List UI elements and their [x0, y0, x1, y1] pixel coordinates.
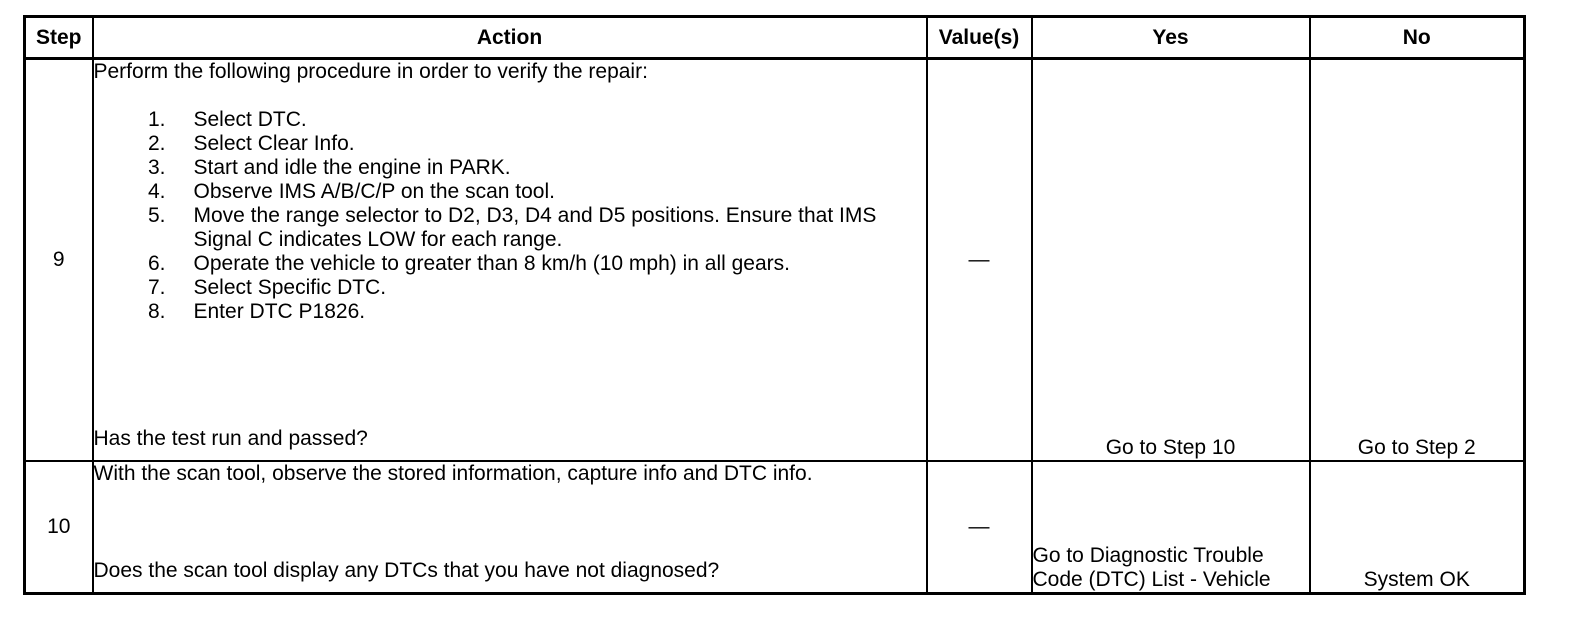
action-question: Does the scan tool display any DTCs that you have not diagnosed? [93, 559, 720, 582]
action-intro: Perform the following procedure in order to verify the repair: [93, 60, 648, 83]
list-item [94, 276, 926, 300]
value-cell: — [927, 59, 1032, 462]
list-item [94, 132, 926, 156]
list-item [94, 204, 926, 252]
no-cell: System OK [1310, 461, 1525, 594]
list-item-number: 2. [147, 132, 166, 155]
table-row-step-9 [25, 59, 1525, 462]
header-step: Step [25, 17, 93, 59]
list-item-text: Select Clear Info. [193, 132, 355, 155]
step-number: 9 [25, 59, 93, 462]
value-cell: — [927, 461, 1032, 594]
list-item-text: Start and idle the engine in PARK. [193, 156, 511, 179]
table-row-step-10 [25, 461, 1525, 594]
list-item-number: 5. [147, 204, 166, 227]
procedure-list [94, 108, 926, 324]
list-item-text: Move the range selector to D2, D3, D4 and D5 positions. Ensure that IMS Signal C indicates LOW for each range. [193, 204, 877, 251]
list-item-number: 8. [147, 300, 166, 323]
yes-cell: Go to Diagnostic Trouble Code (DTC) List - Vehicle [1032, 461, 1310, 594]
list-item [94, 180, 926, 204]
diagnostic-table [23, 15, 1526, 595]
list-item-number: 3. [147, 156, 166, 179]
action-question: Has the test run and passed? [93, 427, 368, 450]
list-item [94, 156, 926, 180]
list-item [94, 252, 926, 276]
list-item [94, 300, 926, 324]
action-intro: With the scan tool, observe the stored information, capture info and DTC info. [93, 462, 813, 485]
header-no: No [1310, 17, 1525, 59]
list-item-number: 6. [147, 252, 166, 275]
list-item-text: Select DTC. [193, 108, 307, 131]
list-item-number: 7. [147, 276, 166, 299]
list-item-text: Observe IMS A/B/C/P on the scan tool. [193, 180, 555, 203]
list-item [94, 108, 926, 132]
yes-cell: Go to Step 10 [1032, 59, 1310, 462]
step-number: 10 [25, 461, 93, 594]
header-action: Action [93, 17, 927, 59]
list-item-text: Operate the vehicle to greater than 8 km/h (10 mph) in all gears. [193, 252, 790, 275]
action-cell [93, 59, 927, 462]
header-row [25, 17, 1525, 59]
list-item-text: Select Specific DTC. [193, 276, 387, 299]
no-cell: Go to Step 2 [1310, 59, 1525, 462]
header-values: Value(s) [927, 17, 1032, 59]
header-yes: Yes [1032, 17, 1310, 59]
action-cell [93, 461, 927, 594]
list-item-text: Enter DTC P1826. [193, 300, 366, 323]
list-item-number: 1. [147, 108, 166, 131]
list-item-number: 4. [147, 180, 166, 203]
